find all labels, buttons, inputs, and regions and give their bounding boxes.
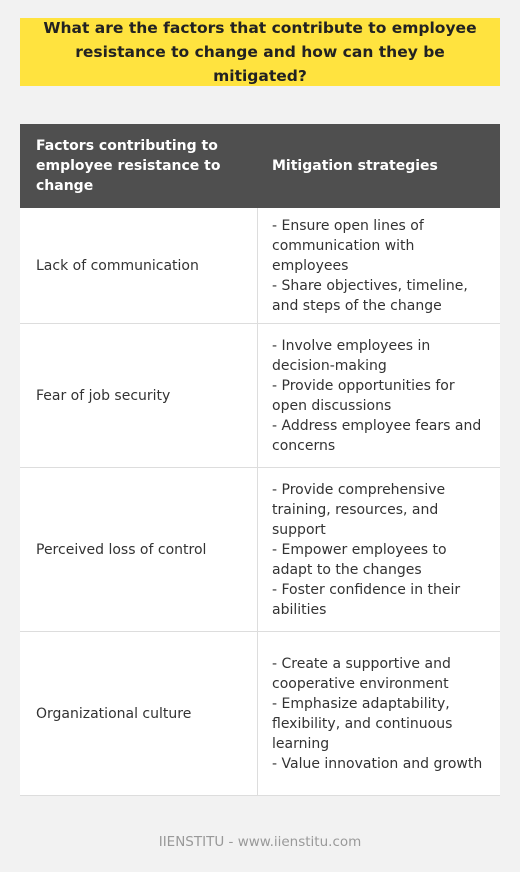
strategy-item: - Ensure open lines of communication with employees (272, 217, 424, 274)
strategies-cell (258, 632, 500, 795)
table-row (20, 632, 500, 796)
strategies-list (272, 480, 490, 620)
table-row (20, 468, 500, 632)
factor-cell: Lack of communication (20, 208, 258, 323)
strategy-item: - Empower employees to adapt to the changes (272, 541, 447, 578)
strategy-item: - Involve employees in decision-making (272, 337, 431, 374)
strategy-item: - Value innovation and growth (272, 755, 483, 772)
factor-cell: Perceived loss of control (20, 468, 258, 631)
strategies-cell (258, 468, 500, 631)
factor-cell: Fear of job security (20, 324, 258, 467)
header-factors: Factors contributing to employee resistance to change (36, 138, 221, 194)
strategies-cell (258, 324, 500, 467)
factors-table (20, 124, 500, 796)
strategies-list (272, 654, 490, 774)
table-row (20, 324, 500, 468)
title-banner (20, 18, 500, 86)
page-title: What are the factors that contribute to employee resistance to change and how can they be mitigated? (43, 19, 477, 85)
strategy-item: - Create a supportive and cooperative environment (272, 655, 451, 692)
footer-credit: IIENSTITU - www.iienstitu.com (158, 834, 362, 850)
table-row (20, 208, 500, 324)
strategies-list (272, 336, 490, 456)
table-header (20, 124, 500, 208)
factor-cell: Organizational culture (20, 632, 258, 795)
strategies-list (272, 216, 490, 316)
strategy-item: - Emphasize adaptability, flexibility, and continuous learning (272, 695, 453, 752)
strategy-item: - Foster confidence in their abilities (272, 581, 461, 618)
strategies-cell (258, 208, 500, 323)
strategy-item: - Share objectives, timeline, and steps of the change (272, 277, 468, 314)
strategy-item: - Address employee fears and concerns (272, 417, 482, 454)
header-strategies: Mitigation strategies (272, 158, 438, 174)
strategy-item: - Provide opportunities for open discussions (272, 377, 455, 414)
strategy-item: - Provide comprehensive training, resources, and support (272, 481, 446, 538)
